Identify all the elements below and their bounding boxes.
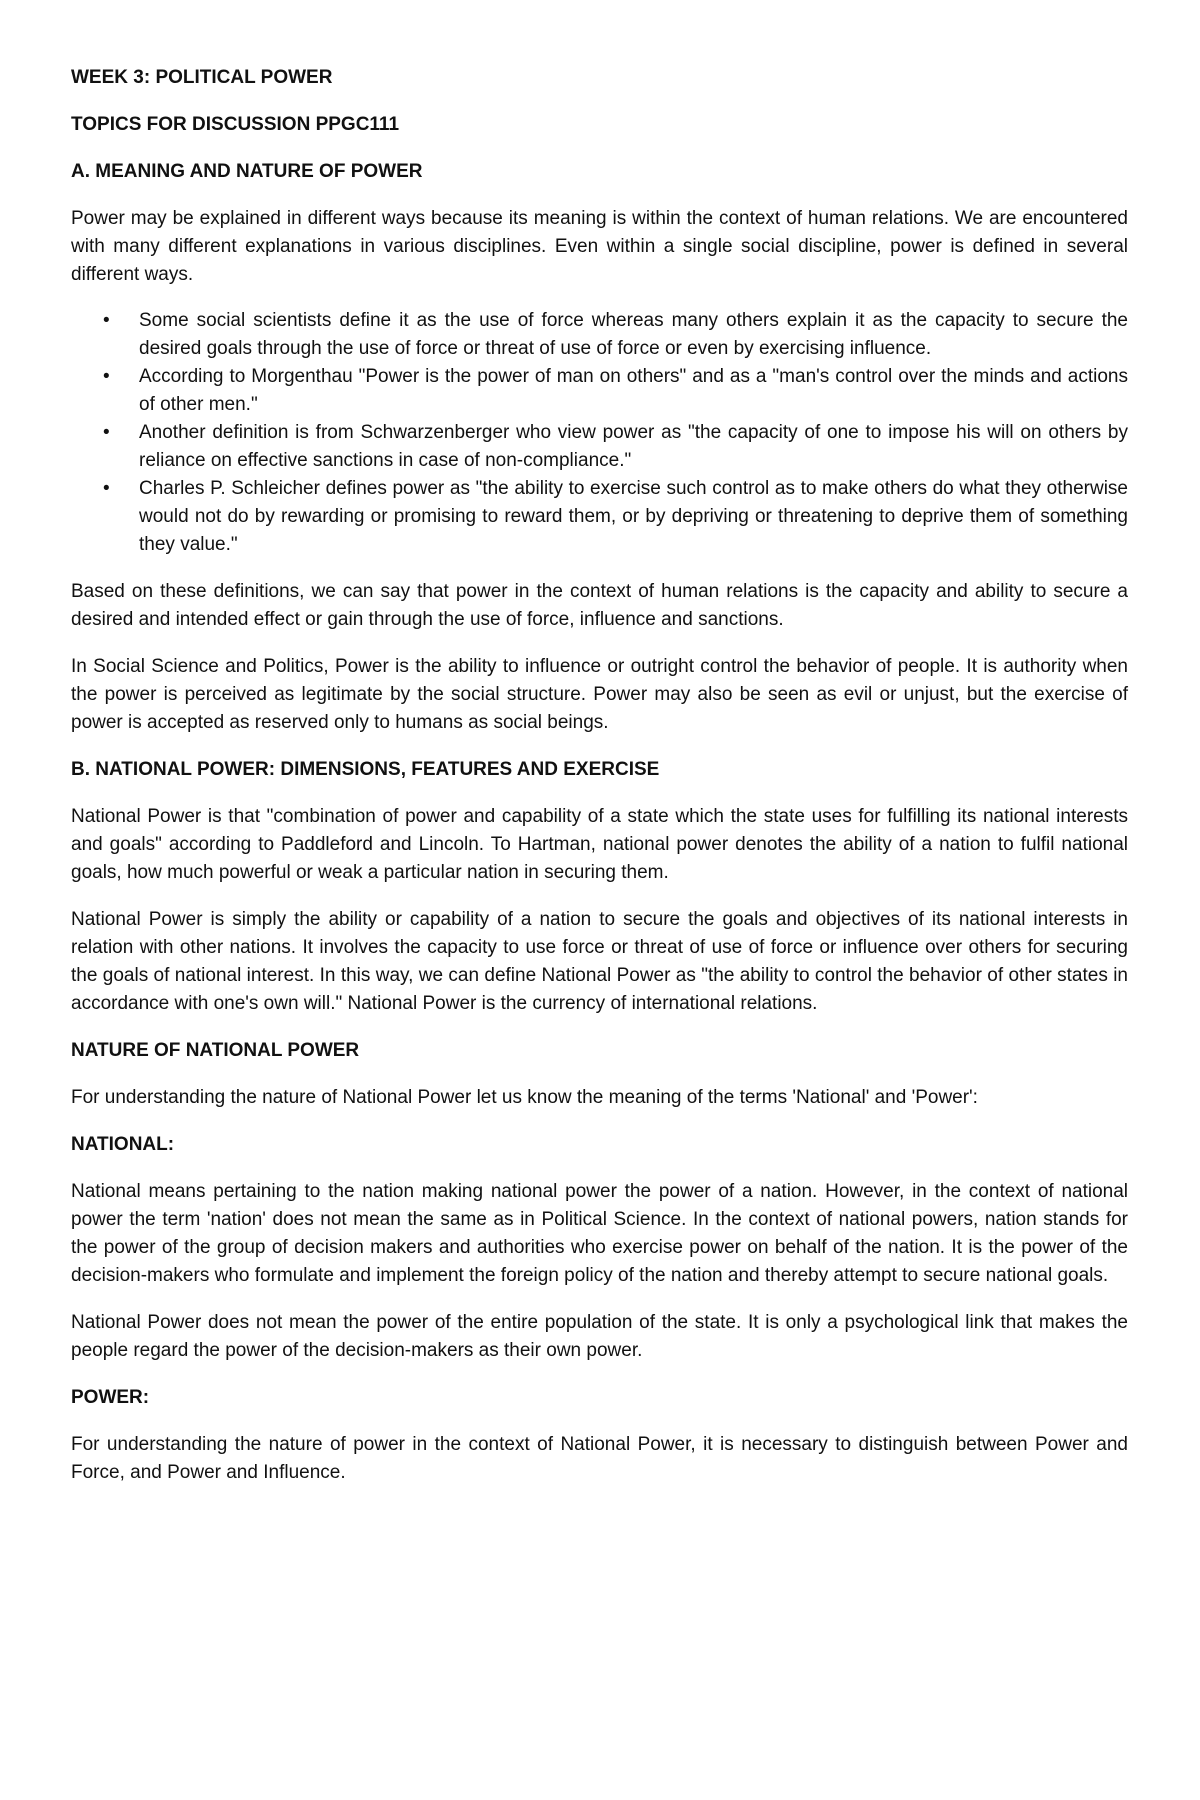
section-b-paragraph: National Power is that "combination of power and capability of a state which the state uses for fulfilling its national interests and goals" according to Paddleford and Lincoln. To Hartman, national power denotes the ability of a nation to fulfil national goals, how much powerful or weak a particular nation in securing them. xyxy=(71,806,1128,883)
bullet-icon: • xyxy=(103,310,110,331)
list-item xyxy=(71,475,1128,559)
national-paragraph: National Power does not mean the power of the entire population of the state. It is only a psychological link that makes the people regard the power of the decision-makers as their own power. xyxy=(71,1312,1128,1361)
power-heading: POWER: xyxy=(71,1387,150,1408)
nature-heading: NATURE OF NATIONAL POWER xyxy=(71,1040,360,1061)
bullet-icon: • xyxy=(103,422,110,443)
list-item-text: Another definition is from Schwarzenberger who view power as "the capacity of one to impose his will on others by reliance on effective sanctions in case of non-compliance." xyxy=(139,422,1128,471)
national-heading: NATIONAL: xyxy=(71,1134,175,1155)
list-item-text: Some social scientists define it as the use of force whereas many others explain it as the capacity to secure the desired goals through the use of force or threat of use of force or even by exercising influence. xyxy=(139,310,1128,359)
section-a-paragraph: Based on these definitions, we can say that power in the context of human relations is the capacity and ability to secure a desired and intended effect or gain through the use of force, influence and sanctions. xyxy=(71,581,1128,630)
nature-intro: For understanding the nature of National Power let us know the meaning of the terms 'National' and 'Power': xyxy=(71,1087,978,1108)
section-b-paragraph: National Power is simply the ability or capability of a nation to secure the goals and objectives of its national interests in relation with other nations. It involves the capacity to use force or threat of use of force or influence over others for securing the goals of national interest. In this way, we can define National Power as "the ability to control the behavior of other states in accordance with one's own will." National Power is the currency of international relations. xyxy=(71,909,1128,1014)
list-item xyxy=(71,307,1128,363)
list-item-text: Charles P. Schleicher defines power as "the ability to exercise such control as to make others do what they otherwise would not do by rewarding or promising to reward them, or by depriving or threatening to deprive them of something they value." xyxy=(139,478,1128,555)
document-page xyxy=(71,64,1128,1487)
list-item xyxy=(71,419,1128,475)
list-item xyxy=(71,363,1128,419)
list-item-text: According to Morgenthau "Power is the power of man on others" and as a "man's control over the minds and actions of other men." xyxy=(139,366,1128,415)
document-title: WEEK 3: POLITICAL POWER xyxy=(71,67,333,88)
section-b-heading: B. NATIONAL POWER: DIMENSIONS, FEATURES AND EXERCISE xyxy=(71,759,660,780)
power-paragraph: For understanding the nature of power in the context of National Power, it is necessary to distinguish between Power and Force, and Power and Influence. xyxy=(71,1434,1128,1483)
document-subtitle: TOPICS FOR DISCUSSION PPGC111 xyxy=(71,114,400,135)
section-a-heading: A. MEANING AND NATURE OF POWER xyxy=(71,161,423,182)
section-a-paragraph: In Social Science and Politics, Power is the ability to influence or outright control the behavior of people. It is authority when the power is perceived as legitimate by the social structure. Power may also be seen as evil or unjust, but the exercise of power is accepted as reserved only to humans as social beings. xyxy=(71,656,1128,733)
section-a-intro: Power may be explained in different ways because its meaning is within the context of human relations. We are encountered with many different explanations in various disciplines. Even within a single social discipline, power is defined in several different ways. xyxy=(71,208,1128,285)
definitions-list xyxy=(71,307,1128,559)
national-paragraph: National means pertaining to the nation making national power the power of a nation. However, in the context of national power the term 'nation' does not mean the same as in Political Science. In the context of national powers, nation stands for the power of the group of decision makers and authorities who exercise power on behalf of the nation. It is the power of the decision-makers who formulate and implement the foreign policy of the nation and thereby attempt to secure national goals. xyxy=(71,1181,1128,1286)
bullet-icon: • xyxy=(103,366,110,387)
bullet-icon: • xyxy=(103,478,110,499)
